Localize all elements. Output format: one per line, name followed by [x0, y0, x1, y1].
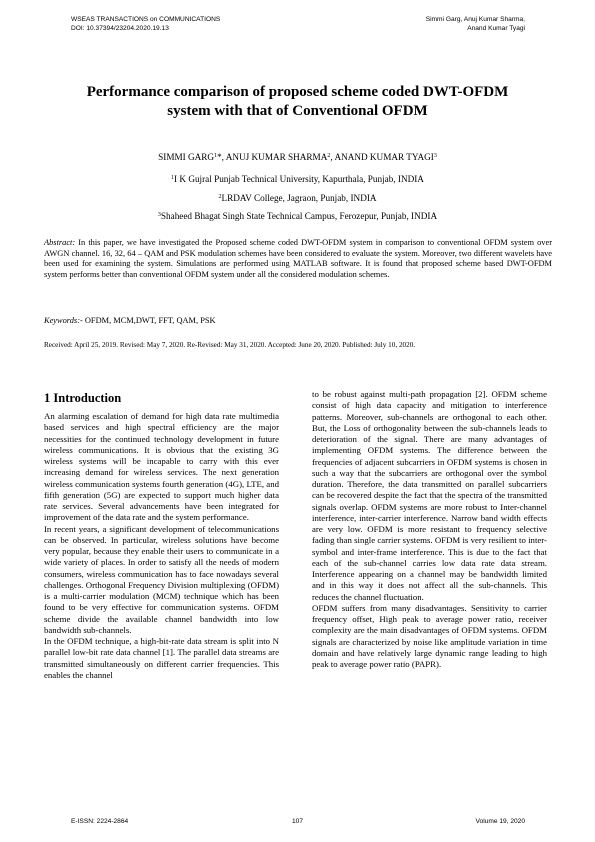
keywords [44, 316, 552, 327]
affiliation-3-text: Shaheed Bhagat Singh State Technical Campus, Ferozepur, Punjab, INDIA [160, 211, 438, 221]
title-line-1: Performance comparison of proposed scheme coded DWT-OFDM [86, 84, 509, 100]
header-authors-line2: Anand Kumar Tyagi [467, 25, 525, 32]
author-2-affil: 2 [327, 153, 331, 159]
left-column [44, 390, 279, 681]
paragraph: In recent years, a significant development of telecommunications can be observed. In particular, wireless solutions have become very popular, because they enable their users to communicate in a wide variety of places. In order to satisfy all the needs of modern consumers, wireless communication has to face nowadays several challenges. Orthogonal Frequency Division multiplexing (OFDM) is a multi-carrier modulation (MCM) technique which has been found to be very effective for communication systems. OFDM scheme divide the available channel bandwidth into low bandwidth sub-channels. [44, 523, 279, 635]
footer-issn: E-ISSN: 2224-2864 [71, 818, 129, 825]
affiliation-1-number: 1 [171, 175, 175, 181]
title-line-2: system with that of Conventional OFDM [167, 103, 428, 119]
paragraph: OFDM suffers from many disadvantages. Sensitivity to carrier frequency offset, High peak to average power ratio, receiver complexity are the main disadvantages of OFDM systems. OFDM signals are characterized by noise like amplitude variation in time domain and have relatively large dynamic range leading to high peak to average power ratio (PAPR). [312, 602, 547, 669]
right-column [312, 389, 547, 670]
author-1-affil: 1 [214, 153, 218, 159]
header-authors-line1: Simmi Garg, Anuj Kumar Sharma, [425, 16, 525, 23]
paragraph: In the OFDM technique, a high-bit-rate data stream is split into N parallel low-bit rate data channel [1]. The parallel data streams are transmitted simultaneously on different carrier frequencies. This enables the channel [44, 636, 279, 680]
footer-page-number: 107 [291, 818, 303, 825]
section-heading-introduction: 1 Introduction [44, 391, 122, 405]
affiliation-2 [40, 192, 555, 204]
corresponding-mark: *, [217, 152, 226, 162]
publication-dates: Received: April 25, 2019. Revised: May 7, 2020. Re-Revised: May 31, 2020. Accepted: June 20, 2020. Published: July 10, 2020. [44, 341, 416, 349]
author-2: ANUJ KUMAR SHARMA [225, 152, 328, 162]
doi: DOI: 10.37394/23204.2020.19.13 [71, 25, 169, 32]
author-list [40, 152, 555, 162]
footer-volume: Volume 19, 2020 [475, 818, 525, 825]
running-header-left [71, 15, 220, 33]
author-separator: , [330, 152, 335, 162]
paragraph: to be robust against multi-path propagation [2]. OFDM scheme consist of high data capacity and mitigation to interference patterns. Moreover, sub-channels are orthogonal to each other. But, the Loss of orthogonality between the sub-channels leads to deterioration of the signal. There are many advantages of implementing OFDM systems. The difference between the frequencies of adjacent subcarriers in OFDM systems is chosen in such a way that the subcarriers are orthogonal over the symbol duration. Therefore, the data transmitted on parallel subcarriers can be recovered despite the fact that the spectra of the transmitted signals overlap. OFDM systems are more robust to Inter-channel interference, inter-carrier interference. Narrow band width effects are very low. OFDM is more resistant to frequency selective fading than single carrier systems. OFDM is very resilient to inter-symbol and inter-frame interference. This is due to the fact that each of the sub-channel carries low data rate data stream. Interference appearing on a channel may be bandwidth limited and in this way it does not affect all the sub-channels. This reduces the channel fluctuation. [312, 389, 547, 602]
journal-name: WSEAS TRANSACTIONS on COMMUNICATIONS [71, 16, 221, 23]
affiliation-1 [40, 173, 555, 185]
affiliation-1-text: I K Gujral Punjab Technical University, Kapurthala, Punjab, INDIA [174, 174, 424, 184]
affiliation-3-number: 3 [157, 212, 161, 218]
affiliation-3 [40, 210, 555, 222]
affiliation-2-number: 2 [218, 194, 222, 200]
keywords-text: OFDM, MCM,DWT, FFT, QAM, PSK [82, 316, 216, 325]
author-3-affil: 3 [433, 153, 437, 159]
abstract-label: Abstract: [44, 238, 76, 247]
author-3: ANAND KUMAR TYAGI [334, 152, 434, 162]
keywords-label: Keywords:- [44, 316, 83, 325]
abstract-text: In this paper, we have investigated the Proposed scheme coded DWT-OFDM system in comparison to conventional OFDM system over AWGN channel. 16, 32, 64 – QAM and PSK modulation schemes have been considered to evaluate the system. Moreover, two different wavelets have been used for examining the system. Simulations are performed using MATLAB software. It is found that proposed scheme based DWT-OFDM system performs better than conventional OFDM system under all the considered modulation schemes. [44, 238, 552, 279]
paragraph: An alarming escalation of demand for high data rate multimedia based services and high spectral efficiency are the major necessities for the continued technology development in future wireless communications. It is obvious that the existing 3G wireless systems will be incapable to carry with this ever increasing demand for wireless services. The next generation wireless communication systems fourth generation (4G), LTE, and fifth generation (5G) are expected to support much higher data rate services. Several advancements have been integrated for improvement of the data rate and the system performance. [44, 411, 279, 523]
author-1: SIMMI GARG [158, 152, 215, 162]
running-header-right [426, 15, 525, 33]
paper-title [60, 83, 535, 121]
affiliation-2-text: LRDAV College, Jagraon, Punjab, INDIA [221, 193, 377, 203]
abstract [44, 238, 552, 280]
